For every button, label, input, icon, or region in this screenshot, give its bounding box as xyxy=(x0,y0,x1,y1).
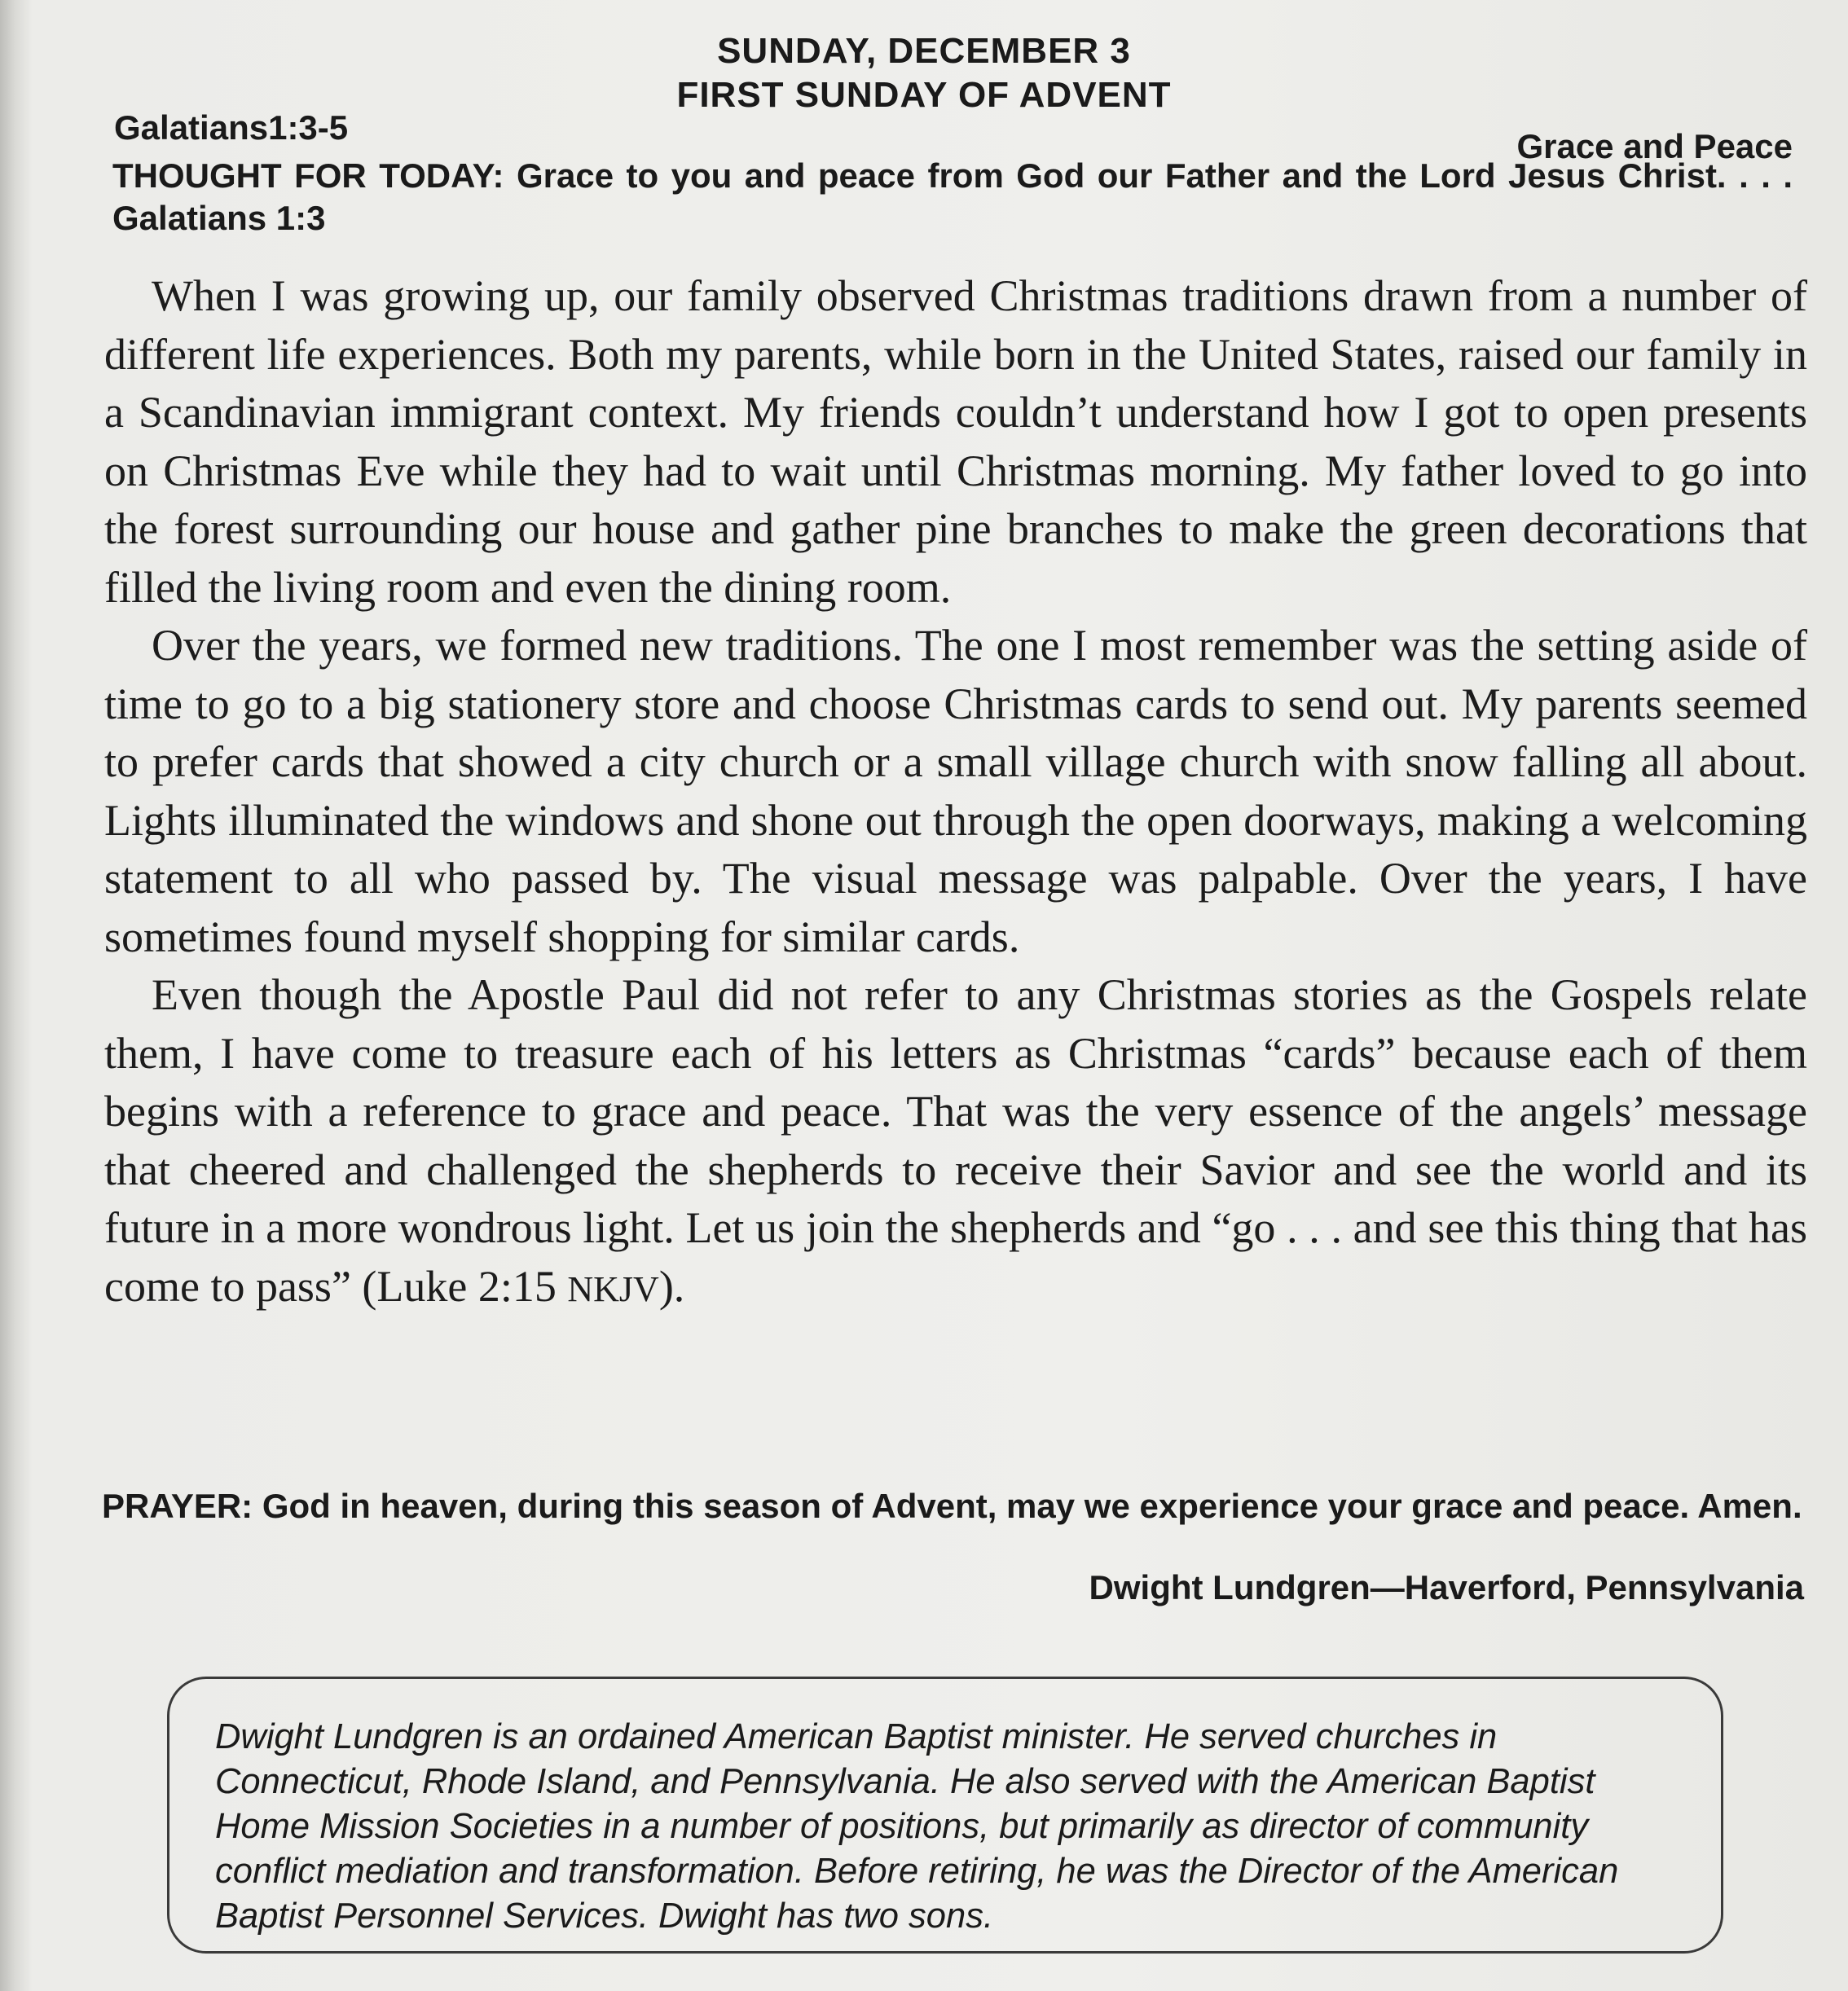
prayer-label: PRAYER: xyxy=(102,1487,253,1525)
prayer xyxy=(102,1483,1805,1530)
thought-text: Grace to you and peace from God our Father and the Lord Jesus Christ. . . . Galatians 1:3 xyxy=(112,156,1793,237)
body-paragraph-3 xyxy=(104,966,1807,1318)
thought-label: THOUGHT FOR TODAY: xyxy=(112,156,504,195)
devotional-body xyxy=(104,267,1807,1318)
body-paragraph-3-end: ). xyxy=(658,1261,685,1311)
body-paragraph-3-text: Even though the Apostle Paul did not refer to any Christmas stories as the Gospels relate them, I have come to treasure each of his letters as Christmas “cards” because each of them begins with a reference to grace and peace. That was the very essence of the angels’ message that cheered and challenged the shepherds to receive their Savior and see the world and its future in a more wondrous light. Let us join the shepherds and “go . . . and see this thing that has come to pass” (Luke 2:15 xyxy=(104,970,1807,1311)
body-paragraph-2: Over the years, we formed new traditions. The one I most remember was the setting aside of time to go to a big stationery store and choose Christmas cards to send out. My parents seemed to prefer cards that showed a city church or a small village church with snow falling all about. Lights illuminated the windows and shone out through the open doorways, making a welcoming statement to all who passed by. The visual message was palpable. Over the years, I have sometimes found myself shopping for similar cards. xyxy=(104,621,1807,961)
devotional-theme: Grace and Peace xyxy=(1516,127,1793,165)
prayer-text: God in heaven, during this season of Advent, may we experience your grace and peace. Amen. xyxy=(262,1487,1802,1525)
bible-version: NKJV xyxy=(567,1268,659,1309)
body-paragraph-1: When I was growing up, our family observed Christmas traditions drawn from a number of different life experiences. Both my parents, while born in the United States, raised our family in a Scandinavian immigrant context. My friends couldn’t understand how I got to open presents on Christmas Eve while they had to wait until Christmas morning. My father loved to go into the forest surrounding our house and gather pine branches to make the green decorations that filled the living room and even the dining room. xyxy=(104,271,1807,612)
scripture-reading: Galatians1:3-5 xyxy=(114,108,349,147)
author-line: Dwight Lundgren—Haverford, Pennsylvania xyxy=(1089,1568,1804,1606)
page-date: SUNDAY, DECEMBER 3 xyxy=(717,31,1131,71)
author-bio-box xyxy=(167,1677,1723,1954)
author-bio: Dwight Lundgren is an ordained American Baptist minister. He served churches in Connecticut, Rhode Island, and Pennsylvania. He also served with the American Baptist Home Mission Societies in a number of positions, but primarily as director of community conflict mediation and transformation. Before retiring, he was the Director of the American Baptist Personnel Services. Dwight has two sons. xyxy=(215,1717,1619,1936)
thought-for-today xyxy=(112,155,1793,240)
occasion-title: FIRST SUNDAY OF ADVENT xyxy=(676,75,1172,115)
